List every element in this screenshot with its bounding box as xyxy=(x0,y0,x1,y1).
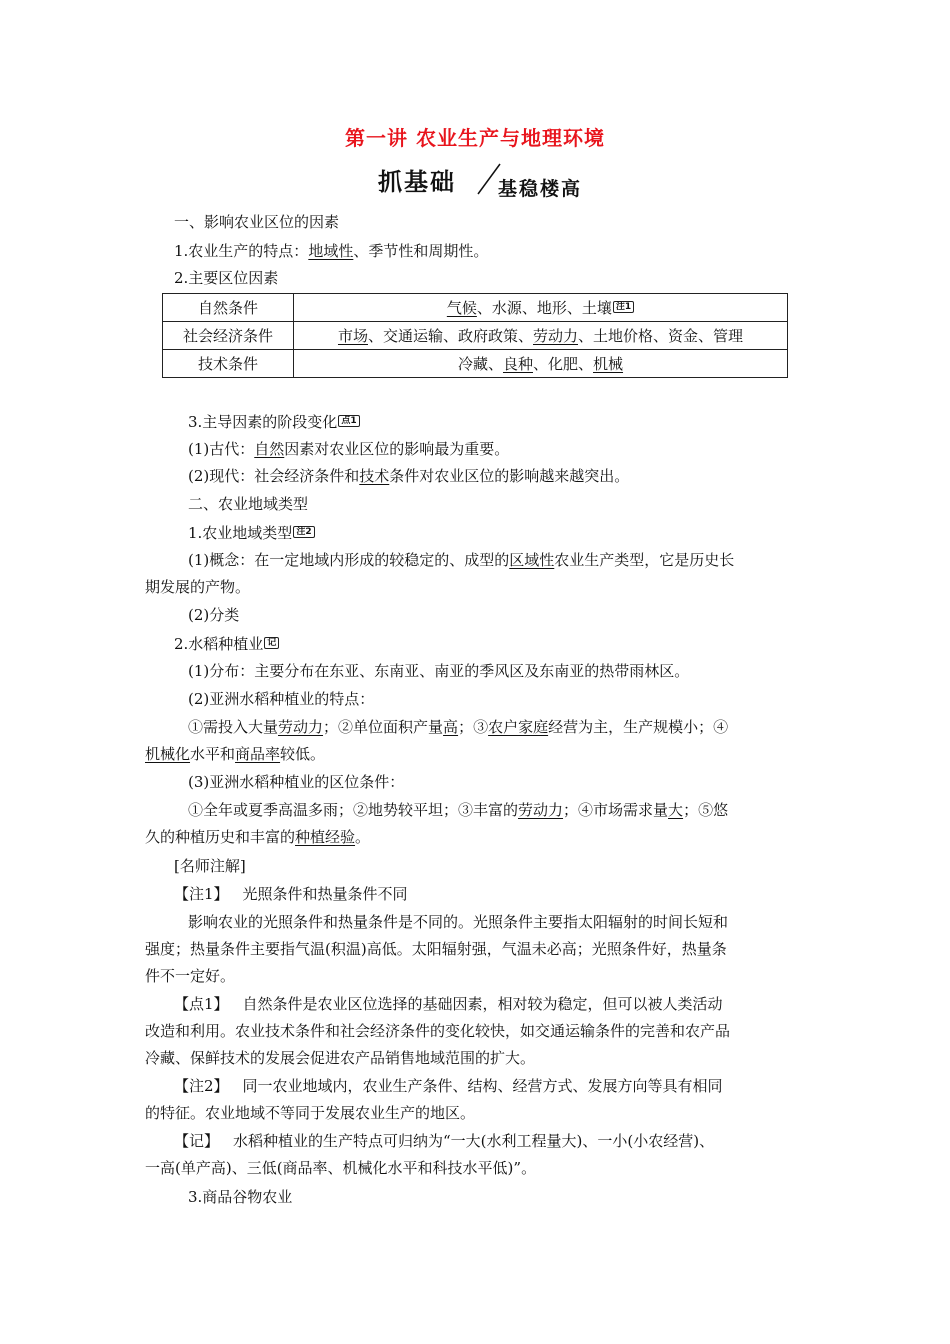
answer-blank: 自然 xyxy=(254,440,285,458)
text: 水平和 xyxy=(190,745,236,763)
text: ；②单位面积产量 xyxy=(323,718,444,736)
answer-blank: 技术 xyxy=(359,467,390,485)
sec1-item1 xyxy=(174,240,488,262)
sec2-item1 xyxy=(188,521,315,544)
table-row xyxy=(163,322,788,350)
note-badge: 记 xyxy=(264,637,279,649)
point1-line3: 冷藏、保鲜技术的发展会促进农产品销售地域范围的扩大。 xyxy=(145,1049,536,1067)
concept-line1 xyxy=(188,549,734,571)
note-tag: 【注2】 xyxy=(174,1077,229,1095)
text: 光照条件和热量条件不同 xyxy=(242,885,408,903)
table-cell-key: 自然条件 xyxy=(163,294,294,322)
table-cell-value xyxy=(294,294,788,322)
text: 农业生产类型，它是历史长 xyxy=(554,551,735,569)
location-line1 xyxy=(188,799,728,821)
answer-blank: 商品率 xyxy=(235,745,281,763)
text: 、季节性和周期性。 xyxy=(353,242,489,260)
page-title: 第一讲 农业生产与地理环境 xyxy=(345,126,605,150)
note-badge: 点1 xyxy=(338,415,359,427)
text: 、交通运输、政府政策、 xyxy=(367,327,533,345)
text: (1)概念：在一定地域内形成的较稳定的、成型的 xyxy=(188,551,510,569)
text: 经营为主，生产规模小；④ xyxy=(548,718,729,736)
note-badge: 注2 xyxy=(293,526,314,538)
point1-line2: 改造和利用。农业技术条件和社会经济条件的变化较快，如交通运输条件的完善和农产品 xyxy=(145,1022,731,1040)
answer-blank: 区域性 xyxy=(509,551,555,569)
classify-line: (2)分类 xyxy=(188,606,240,624)
answer-blank: 良种 xyxy=(502,355,533,373)
note-badge: 注1 xyxy=(613,301,634,313)
text: 1.农业地域类型 xyxy=(188,524,293,542)
banner-right-text: 基稳楼高 xyxy=(498,178,583,200)
text: 2.水稻种植业 xyxy=(174,635,264,653)
features-line1 xyxy=(188,716,728,738)
text: 3.主导因素的阶段变化 xyxy=(188,413,338,431)
answer-blank: 劳动力 xyxy=(518,801,564,819)
note1-line3: 件不一定好。 xyxy=(145,967,236,985)
note2-line1 xyxy=(174,1075,723,1097)
location-factors-table xyxy=(162,293,788,378)
text: 、水源、地形、土壤 xyxy=(476,299,612,317)
answer-blank: 高 xyxy=(443,718,459,736)
answer-blank: 地域性 xyxy=(308,242,354,260)
answer-blank: 气候 xyxy=(446,299,477,317)
text: ；⑤悠 xyxy=(683,801,729,819)
notes-heading: [名师注解] xyxy=(174,857,246,875)
sec1-item2: 2.主要区位因素 xyxy=(174,269,279,287)
text: ；③ xyxy=(458,718,489,736)
banner-left-text: 抓基础 xyxy=(378,168,456,196)
text: 、化肥、 xyxy=(533,355,594,373)
text: 冷藏、 xyxy=(457,355,503,373)
table-cell-key: 社会经济条件 xyxy=(163,322,294,350)
ancient-line xyxy=(188,438,509,460)
sec2-item3: 3.商品谷物农业 xyxy=(188,1188,293,1206)
features-line2 xyxy=(145,743,325,765)
text: 。 xyxy=(355,828,371,846)
text: 同一农业地域内，农业生产条件、结构、经营方式、发展方向等具有相同 xyxy=(242,1077,723,1095)
memo-line2: 一高(单产高)、三低(商品率、机械化水平和科技水平低)”。 xyxy=(145,1159,537,1177)
section-banner xyxy=(378,160,618,200)
table-row xyxy=(163,294,788,322)
answer-blank: 劳动力 xyxy=(533,327,579,345)
modern-line xyxy=(188,465,629,487)
text: 较低。 xyxy=(280,745,326,763)
table-cell-value xyxy=(294,322,788,350)
text: ①需投入大量 xyxy=(188,718,279,736)
note-tag: 【记】 xyxy=(174,1132,220,1150)
point1-line1 xyxy=(174,993,723,1015)
memo-line1 xyxy=(174,1130,714,1152)
text: 1.农业生产的特点： xyxy=(174,242,309,260)
answer-blank: 机械 xyxy=(593,355,624,373)
table-cell-key: 技术条件 xyxy=(163,350,294,378)
location-line2 xyxy=(145,826,370,848)
text: 久的种植历史和丰富的 xyxy=(145,828,296,846)
text: (2)现代：社会经济条件和 xyxy=(188,467,360,485)
text: 、土地价格、资金、管理 xyxy=(578,327,744,345)
sec1-item3 xyxy=(188,410,360,433)
text: ；④市场需求量 xyxy=(563,801,669,819)
note-tag: 【点1】 xyxy=(174,995,229,1013)
text: 水稻种植业的生产特点可归纳为“一大(水利工程量大)、一小(小农经营)、 xyxy=(233,1132,715,1150)
text: 自然条件是农业区位选择的基础因素，相对较为稳定，但可以被人类活动 xyxy=(242,995,723,1013)
note1-line2: 强度；热量条件主要指气温(积温)高低。太阳辐射强，气温未必高；光照条件好，热量条 xyxy=(145,940,727,958)
answer-blank: 种植经验 xyxy=(295,828,356,846)
section1-heading: 一、影响农业区位的因素 xyxy=(174,213,340,231)
answer-blank: 大 xyxy=(668,801,684,819)
features-heading: (2)亚洲水稻种植业的特点： xyxy=(188,690,375,708)
sec2-item2 xyxy=(174,632,279,655)
note-tag: 【注1】 xyxy=(174,885,229,903)
answer-blank: 劳动力 xyxy=(278,718,324,736)
location-heading: (3)亚洲水稻种植业的区位条件： xyxy=(188,773,405,791)
text: ①全年或夏季高温多雨；②地势较平坦；③丰富的 xyxy=(188,801,519,819)
table-row xyxy=(163,350,788,378)
text: 因素对农业区位的影响最为重要。 xyxy=(284,440,510,458)
answer-blank: 农户家庭 xyxy=(488,718,549,736)
distribution-line: (1)分布：主要分布在东亚、东南亚、南亚的季风区及东南亚的热带雨林区。 xyxy=(188,662,690,680)
text: 条件对农业区位的影响越来越突出。 xyxy=(389,467,630,485)
table-cell-value xyxy=(294,350,788,378)
note2-line2: 的特征。农业地域不等同于发展农业生产的地区。 xyxy=(145,1104,476,1122)
section2-heading: 二、农业地域类型 xyxy=(188,495,309,513)
note1-title xyxy=(174,883,408,905)
answer-blank: 市场 xyxy=(337,327,368,345)
text: (1)古代： xyxy=(188,440,255,458)
answer-blank: 机械化 xyxy=(145,745,191,763)
note1-line1: 影响农业的光照条件和热量条件是不同的。光照条件主要指太阳辐射的时间长短和 xyxy=(188,913,729,931)
concept-line2: 期发展的产物。 xyxy=(145,578,251,596)
